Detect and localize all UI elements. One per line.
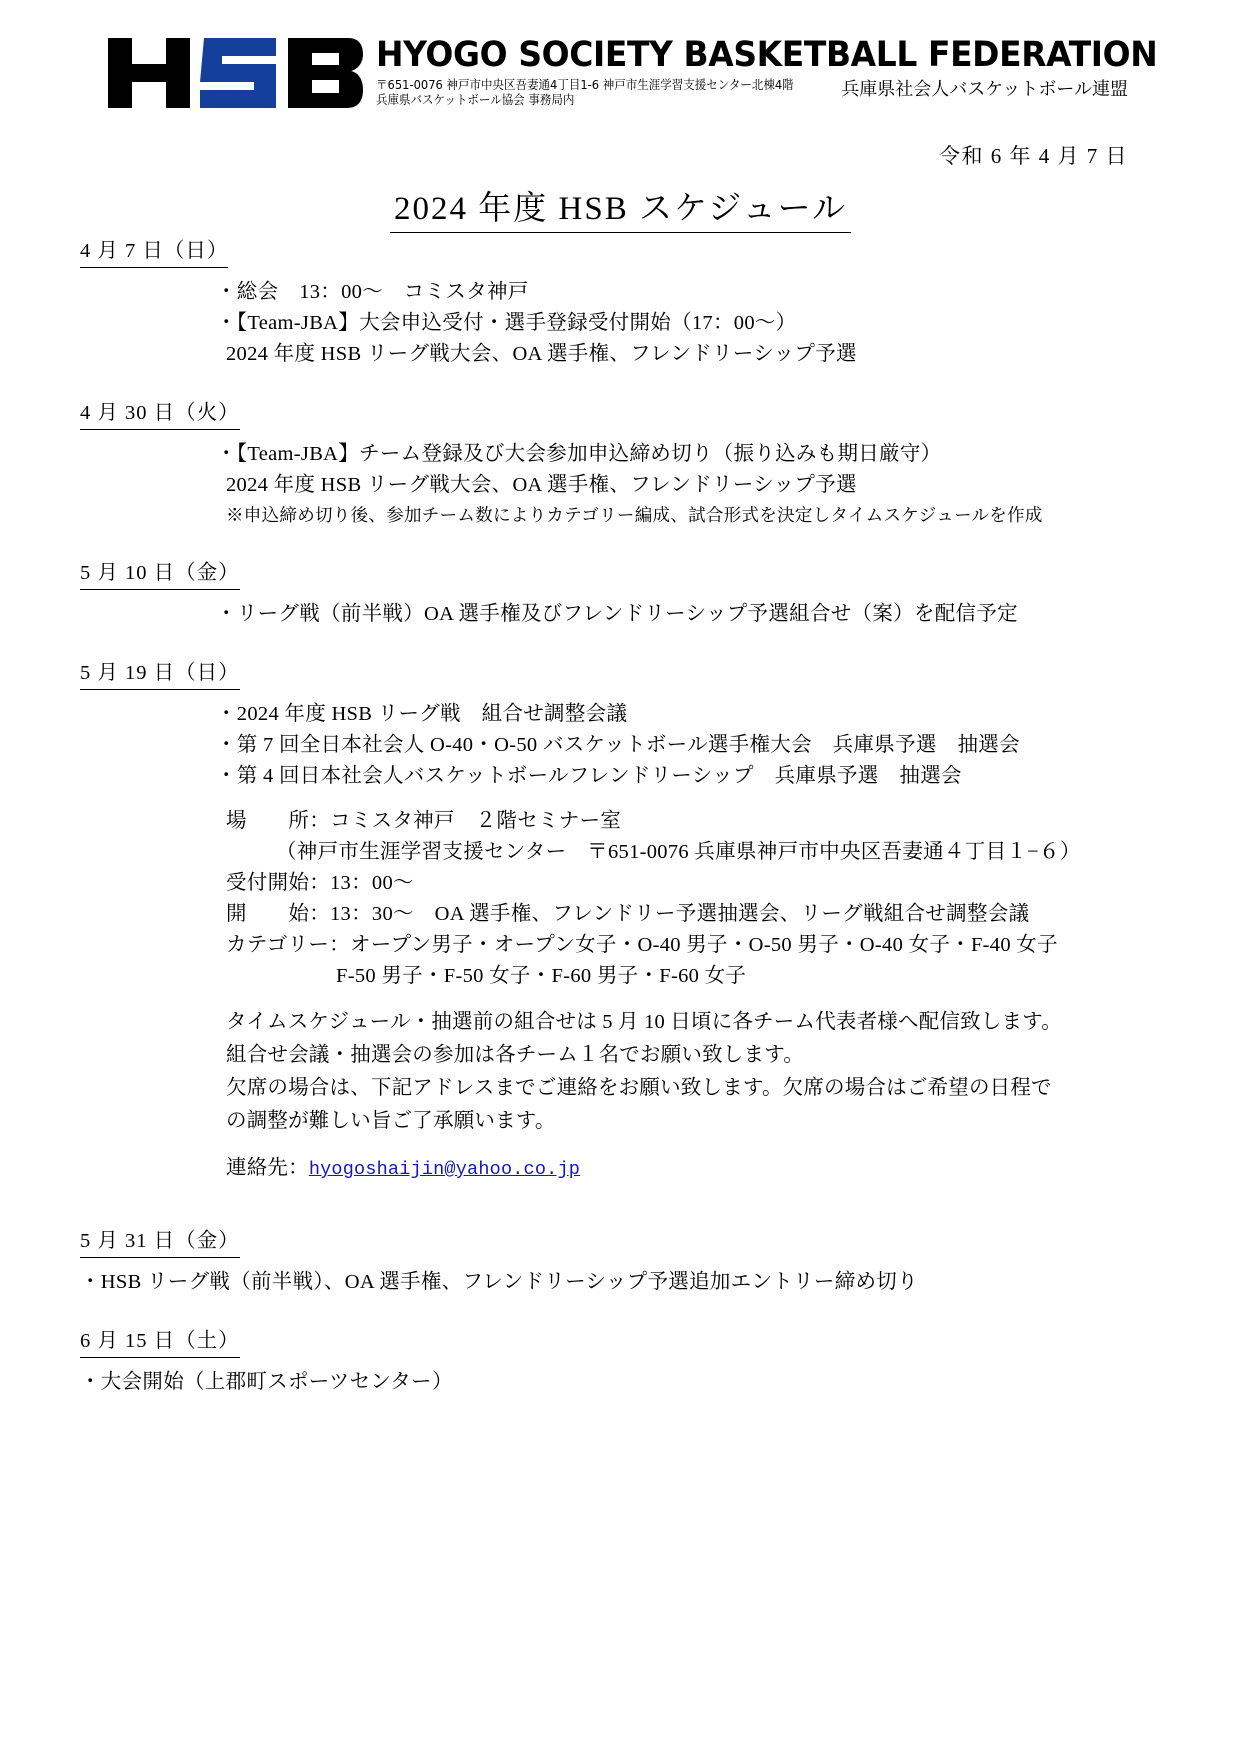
section-spacer bbox=[80, 1186, 1171, 1226]
section-date-heading: 6 月 15 日（土） bbox=[80, 1326, 240, 1358]
section-lines bbox=[80, 277, 1171, 370]
block-spacer bbox=[80, 792, 1171, 806]
block-spacer bbox=[80, 1138, 1171, 1152]
notice-paragraph: タイムスケジュール・抽選前の組合せは 5 月 10 日頃に各チーム代表者様へ配信致します。 bbox=[226, 1011, 1062, 1033]
list-item: 2024 年度 HSB リーグ戦大会、OA 選手権、フレンドリーシップ予選 bbox=[226, 474, 857, 496]
section-spacer bbox=[80, 1298, 1171, 1326]
logo-letter-s bbox=[200, 38, 276, 108]
detail-start-time: 開 始：13：30～ OA 選手権、フレンドリー予選抽選会、リーグ戦組合せ調整会議 bbox=[226, 903, 1030, 925]
document-issue-date: 令和 6 年 4 月 7 日 bbox=[939, 144, 1128, 168]
list-item: ・2024 年度 HSB リーグ戦 組合せ調整会議 bbox=[216, 703, 628, 725]
list-item: ・リーグ戦（前半戦）OA 選手権及びフレンドリーシップ予選組合せ（案）を配信予定 bbox=[216, 603, 1018, 625]
schedule-section bbox=[80, 558, 1171, 630]
notice-paragraph: 組合せ会議・抽選会の参加は各チーム１名でお願い致します。 bbox=[226, 1044, 804, 1066]
list-item: ・第 4 回日本社会人バスケットボールフレンドリーシップ 兵庫県予選 抽選会 bbox=[216, 765, 962, 787]
list-item: ・HSB リーグ戦（前半戦）、OA 選手権、フレンドリーシップ予選追加エントリー締め切り bbox=[80, 1271, 918, 1293]
page-title-text: 2024 年度 HSB スケジュール bbox=[390, 191, 851, 233]
list-item: ・【Team-JBA】大会申込受付・選手登録受付開始（17：00～） bbox=[216, 312, 797, 334]
list-item: 2024 年度 HSB リーグ戦大会、OA 選手権、フレンドリーシップ予選 bbox=[226, 343, 857, 365]
list-item: ・第 7 回全日本社会人 O-40・O-50 バスケットボール選手権大会 兵庫県予選 抽選会 bbox=[216, 734, 1020, 756]
schedule-section bbox=[80, 236, 1171, 370]
detail-venue-address: （神戸市生涯学習支援センター 〒651-0076 兵庫県神戸市中央区吾妻通４丁目１−６） bbox=[276, 841, 1081, 863]
letterhead-address-line-2: 兵庫県バスケットボール協会 事務局内 bbox=[376, 92, 575, 107]
detail-reception-time: 受付開始：13：00～ bbox=[226, 872, 414, 894]
schedule-section bbox=[80, 398, 1171, 530]
block-spacer bbox=[80, 992, 1171, 1006]
section-date-heading: 5 月 10 日（金） bbox=[80, 558, 240, 590]
event-details bbox=[80, 806, 1171, 992]
schedule-body bbox=[80, 236, 1171, 1398]
section-lines bbox=[80, 599, 1171, 630]
schedule-section bbox=[80, 1326, 1171, 1398]
detail-venue: 場 所：コミスタ神戸 ２階セミナー室 bbox=[226, 810, 622, 832]
contact-label: 連絡先： bbox=[226, 1157, 309, 1179]
federation-name-japanese: 兵庫県社会人バスケットボール連盟 bbox=[841, 79, 1128, 100]
section-spacer bbox=[80, 530, 1171, 558]
list-item: ・大会開始（上郡町スポーツセンター） bbox=[80, 1371, 453, 1393]
page-title bbox=[0, 182, 1241, 229]
list-item: ・【Team-JBA】チーム登録及び大会参加申込締め切り（振り込みも期日厳守） bbox=[216, 443, 942, 465]
contact-email-link[interactable]: hyogoshaijin@yahoo.co.jp bbox=[308, 1159, 581, 1180]
schedule-section bbox=[80, 658, 1171, 1186]
letterhead bbox=[108, 35, 1158, 116]
detail-categories: カテゴリー：オープン男子・オープン女子・O-40 男子・O-50 男子・O-40 女子・F-40 女子 bbox=[226, 934, 1058, 956]
section-spacer bbox=[80, 370, 1171, 398]
schedule-section bbox=[80, 1226, 1171, 1298]
note-line: ※申込締め切り後、参加チーム数によりカテゴリー編成、試合形式を決定しタイムスケジュールを作成 bbox=[226, 505, 1043, 525]
letterhead-address-line-1: 〒651-0076 神戸市中央区吾妻通4丁目1-6 神戸市生涯学習支援センター北棟4階 bbox=[376, 77, 794, 92]
detail-categories-cont: F-50 男子・F-50 女子・F-60 男子・F-60 女子 bbox=[336, 965, 747, 987]
section-date-heading: 5 月 19 日（日） bbox=[80, 658, 240, 690]
section-spacer bbox=[80, 630, 1171, 658]
notice-paragraph: 欠席の場合は、下記アドレスまでご連絡をお願い致します。欠席の場合はご希望の日程での調整が難しい旨ご了承願います。 bbox=[226, 1077, 1052, 1132]
section-lines bbox=[80, 1367, 1171, 1398]
contact-line bbox=[226, 1152, 1066, 1186]
logo-letter-h bbox=[108, 38, 190, 108]
list-item: ・総会 13：00～ コミスタ神戸 bbox=[216, 281, 529, 303]
federation-name-english: HYOGO SOCIETY BASKETBALL FEDERATION bbox=[376, 35, 1158, 75]
logo-letter-b bbox=[288, 38, 363, 108]
section-lines bbox=[80, 439, 1171, 530]
section-date-heading: 5 月 31 日（金） bbox=[80, 1226, 240, 1258]
section-lines bbox=[80, 699, 1171, 792]
section-lines bbox=[80, 1267, 1171, 1298]
section-date-heading: 4 月 7 日（日） bbox=[80, 236, 228, 268]
hsb-logo bbox=[108, 38, 363, 108]
section-date-heading: 4 月 30 日（火） bbox=[80, 398, 240, 430]
